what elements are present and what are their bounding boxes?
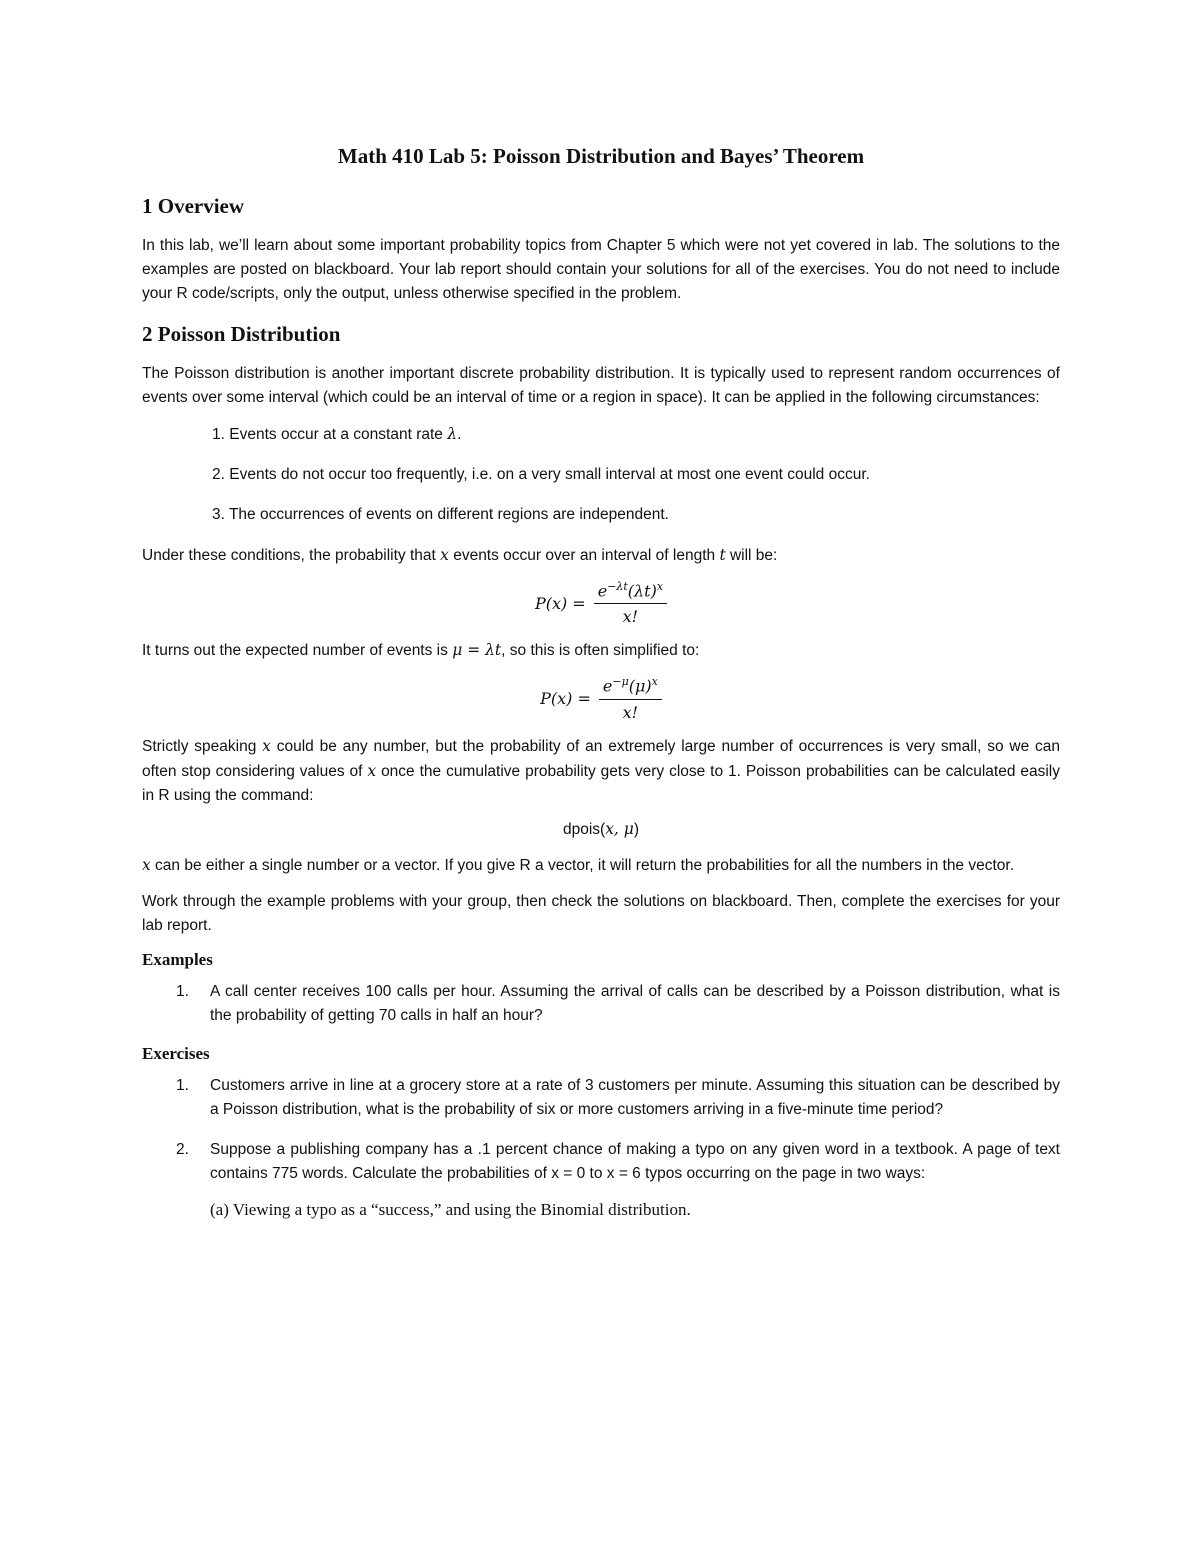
poisson-formula-lambda: P(x) = $\frac{e^{-\lambda t}(\lambda t)^x}{x!}$ — [142, 580, 1060, 626]
expected-sentence: It turns out the expected number of events is μ = λt, so this is often simplified to: — [142, 641, 700, 660]
exercise-subitem: (a) Viewing a typo as a “success,” and using the Binomial distribution. — [210, 1199, 691, 1219]
examples-heading: Examples — [142, 949, 213, 969]
example-item: 1. A call center receives 100 calls per hour. Assuming the arrival of calls can be described by a Poisson distribution, what is the probability of getting 70 calls in half an hour? — [176, 982, 1060, 1024]
examples-list — [142, 980, 1060, 1028]
dpois-command: dpois(x, μ) — [562, 819, 640, 838]
conditions-list — [212, 422, 1060, 527]
exercise-item: 1. Customers arrive in line at a grocery store at a rate of 3 customers per minute. Assuming this situation can be described by a Poisson distribution, what is the probability of six or more customers arriving in a five-minute time period? — [176, 1076, 1060, 1118]
fraction: $\frac{e^{-\lambda t}(\lambda t)^x}{x!}$ — [594, 580, 667, 626]
condition-item: 2. Events do not occur too frequently, i.e. on a very small interval at most one event could occur. — [212, 466, 870, 483]
strictly-paragraph: Strictly speaking x could be any number, but the probability of an extremely large number of occurrences is very small, so we can often stop considering values of x once the cumulative probability gets very close to 1. Poisson probabilities can be calculated easily in R using the command: — [142, 736, 1060, 804]
overview-heading: 1 Overview — [142, 194, 245, 218]
overview-text: In this lab, we’ll learn about some important probability topics from Chapter 5 which were not yet covered in lab. The solutions to the examples are posted on blackboard. Your lab report should contain your solutions for all of the exercises. You do not need to include your R code/scripts, only the output, unless otherwise specified in the problem. — [142, 237, 1060, 302]
condition-item: 3. The occurrences of events on different regions are independent. — [212, 506, 669, 523]
exercises-heading: Exercises — [142, 1043, 210, 1063]
document-title: Math 410 Lab 5: Poisson Distribution and Bayes’ Theorem — [337, 144, 865, 168]
exercises-list — [142, 1074, 1060, 1222]
probability-sentence: Under these conditions, the probability that x events occur over an interval of length t will be: — [142, 546, 778, 564]
poisson-intro: The Poisson distribution is another important discrete probability distribution. It is typically used to represent random occurrences of events over some interval (which could be an interval of time or a region in space). It can be applied in the following circumstances: — [142, 365, 1060, 406]
fraction: $\frac{e^{-\mu}(\mu)^x}{x!}$ — [599, 675, 662, 721]
poisson-heading: 2 Poisson Distribution — [142, 322, 341, 346]
exercise-item: 2. Suppose a publishing company has a .1 percent chance of making a typo on any given word in a textbook. A page of text contains 775 words. Calculate the probabilities of x = 0 to x = 6 typos occurring on the page in two ways: (a) Viewing a typo as a “success,” and using the Binomial distribution. — [142, 1138, 1060, 1222]
vector-paragraph: x can be either a single number or a vector. If you give R a vector, it will return the probabilities for all the numbers in the vector. — [142, 855, 1015, 874]
condition-item: 1. Events occur at a constant rate λ. — [212, 425, 462, 443]
poisson-formula-mu: P(x) = $\frac{e^{-\mu}(\mu)^x}{x!}$ — [142, 675, 1060, 721]
lambda-symbol: λ — [447, 425, 458, 443]
work-through-paragraph: Work through the example problems with your group, then check the solutions on blackboard. Then, complete the exercises for your lab report. — [142, 892, 1060, 934]
document-page — [142, 140, 1060, 1238]
